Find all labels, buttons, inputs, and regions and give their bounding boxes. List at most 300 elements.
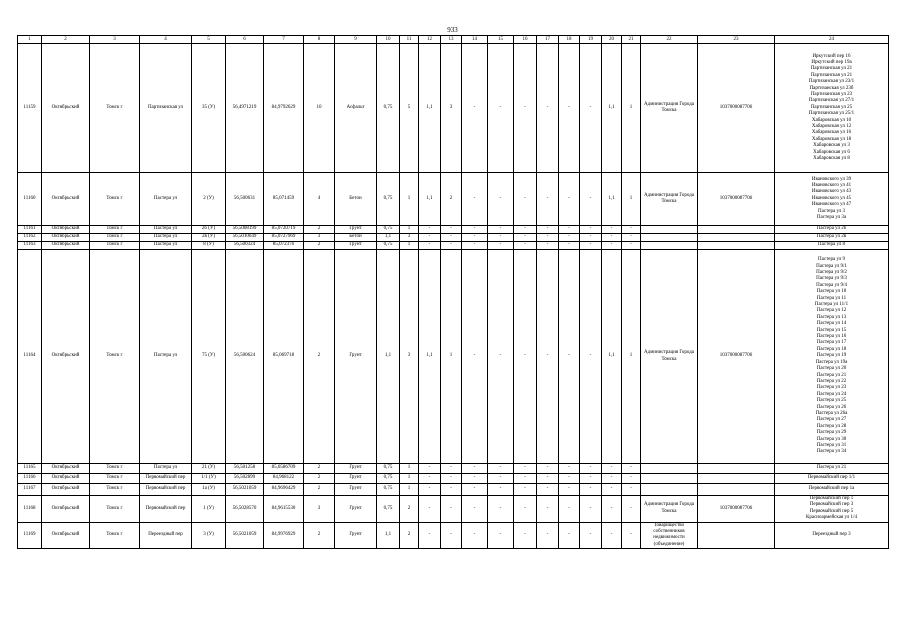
- table-cell: Администрация Города Томска: [641, 44, 698, 173]
- table-cell: Администрация Города Томска: [641, 173, 698, 226]
- table-cell: Томск г: [90, 226, 140, 234]
- table-cell: 1: [441, 250, 462, 464]
- table-cell: -: [580, 522, 602, 549]
- address-line: Пастера ул 9: [818, 257, 845, 263]
- address-line: Пастера ул 18: [816, 346, 847, 352]
- table-row: [18, 226, 889, 234]
- address-line: Партизанская ул 23/1: [808, 79, 855, 85]
- table-cell: -: [622, 234, 641, 242]
- address-line: Пастера ул 8: [818, 242, 845, 248]
- table-cell: 85,072376: [264, 242, 304, 250]
- table-cell: 11166: [18, 474, 42, 484]
- table-cell: Октябрьский: [42, 44, 90, 173]
- table-cell: -: [622, 464, 641, 474]
- table-cell: -: [559, 250, 580, 464]
- table-cell: -: [514, 226, 537, 234]
- table-cell: -: [537, 226, 559, 234]
- address-line: Пастера ул 20: [816, 366, 847, 372]
- table-cell: -: [419, 226, 441, 234]
- table-cell: 0,75: [377, 44, 400, 173]
- table-cell: 3: [304, 496, 335, 523]
- table-cell: 1/1 (У): [192, 474, 226, 484]
- table-cell: -: [441, 234, 462, 242]
- table-cell: [641, 242, 698, 250]
- address-line: Пастера ул 15: [816, 327, 847, 333]
- address-line: Пастера ул 28: [816, 423, 847, 429]
- table-cell: [641, 464, 698, 474]
- table-cell: -: [514, 464, 537, 474]
- table-cell: 2в (У): [192, 234, 226, 242]
- table-cell: -: [462, 474, 488, 484]
- table-cell: -: [441, 464, 462, 474]
- table-cell: -: [488, 242, 514, 250]
- table-cell: 11165: [18, 464, 42, 474]
- table-cell: 0,75: [377, 474, 400, 484]
- table-cell: -: [559, 226, 580, 234]
- table-cell: 1,1: [602, 44, 622, 173]
- table-cell: Октябрьский: [42, 242, 90, 250]
- address-line: Ивановского ул 45: [811, 195, 852, 201]
- table-cell: Грунт: [335, 250, 377, 464]
- table-cell: 1,1: [377, 522, 400, 549]
- table-cell: -: [537, 44, 559, 173]
- table-cell: 56,5021059: [226, 484, 264, 496]
- table-cell: Октябрьский: [42, 522, 90, 549]
- table-cell: 1037000087706: [698, 173, 775, 226]
- address-line: Хабаровская ул 16: [811, 130, 852, 136]
- address-line: Пастера ул 11/1: [814, 302, 849, 308]
- table-cell: Октябрьский: [42, 464, 90, 474]
- table-cell: Томск г: [90, 242, 140, 250]
- table-cell: Переездный пер: [140, 522, 192, 549]
- table-cell: -: [514, 173, 537, 226]
- table-cell: Томск г: [90, 522, 140, 549]
- address-line: Партизанская ул 21: [810, 66, 853, 72]
- table-cell: 56,500324: [226, 242, 264, 250]
- header-cell: 23: [698, 36, 775, 44]
- table-cell: 10: [304, 44, 335, 173]
- table-cell: Томск г: [90, 173, 140, 226]
- header-cell: 5: [192, 36, 226, 44]
- address-line: Ивановского ул 47: [811, 202, 852, 208]
- table-cell: -: [514, 242, 537, 250]
- table-cell: -: [419, 484, 441, 496]
- table-cell: -: [462, 226, 488, 234]
- table-cell: [698, 226, 775, 234]
- header-row: [18, 36, 889, 44]
- address-line: Пастера ул 16: [816, 334, 847, 340]
- table-cell: -: [602, 474, 622, 484]
- table-cell: -: [602, 464, 622, 474]
- address-line: Первомайский пер 1: [809, 496, 854, 501]
- table-cell: 2 (У): [192, 173, 226, 226]
- table-row: [18, 173, 889, 226]
- table-cell: 1037000087706: [698, 496, 775, 523]
- addresses-cell: [775, 234, 889, 242]
- table-row: [18, 484, 889, 496]
- table-cell: 2: [304, 522, 335, 549]
- table-cell: Томск г: [90, 474, 140, 484]
- table-cell: 11161: [18, 226, 42, 234]
- table-cell: 3: [400, 250, 419, 464]
- table-cell: Грунт: [335, 496, 377, 523]
- table-cell: -: [462, 496, 488, 523]
- table-cell: 2: [304, 226, 335, 234]
- table-cell: -: [488, 464, 514, 474]
- table-cell: Октябрьский: [42, 226, 90, 234]
- table-cell: -: [559, 464, 580, 474]
- table-cell: -: [488, 484, 514, 496]
- table-cell: -: [580, 496, 602, 523]
- table-cell: Первомайский пер: [140, 474, 192, 484]
- table-cell: -: [441, 474, 462, 484]
- table-cell: -: [559, 234, 580, 242]
- address-line: Пастера ул 21: [816, 465, 847, 471]
- table-cell: -: [441, 496, 462, 523]
- table-cell: Томск г: [90, 464, 140, 474]
- table-cell: 11169: [18, 522, 42, 549]
- table-cell: [641, 226, 698, 234]
- table-cell: -: [441, 484, 462, 496]
- table-cell: -: [514, 484, 537, 496]
- table-cell: 35 (У): [192, 44, 226, 173]
- address-line: Хабаровская ул 3: [813, 143, 850, 149]
- table-cell: -: [602, 234, 622, 242]
- table-cell: [641, 234, 698, 242]
- table-cell: 84,9615530: [264, 496, 304, 523]
- table-cell: 85,071459: [264, 173, 304, 226]
- table-cell: 0,75: [377, 464, 400, 474]
- address-line: Переездный пер 3: [812, 532, 851, 538]
- header-cell: 3: [90, 36, 140, 44]
- header-cell: 24: [775, 36, 889, 44]
- table-cell: [641, 474, 698, 484]
- table-cell: -: [462, 234, 488, 242]
- address-line: Хабаровская ул 18: [811, 136, 852, 142]
- table-cell: -: [488, 474, 514, 484]
- address-line: Пастера ул 9/3: [816, 276, 847, 282]
- header-cell: 10: [377, 36, 400, 44]
- table-cell: -: [462, 522, 488, 549]
- table-cell: Грунт: [335, 522, 377, 549]
- address-line: Пастера ул 21: [816, 372, 847, 378]
- address-line: Первомайский пер 3: [809, 502, 854, 508]
- address-line: Пастера ул 13: [816, 314, 847, 320]
- table-cell: 56,4971219: [226, 44, 264, 173]
- table-row: [18, 474, 889, 484]
- addresses-cell: [775, 496, 889, 523]
- table-cell: -: [537, 250, 559, 464]
- table-cell: -: [488, 522, 514, 549]
- table-cell: 85,0586709: [264, 464, 304, 474]
- table-cell: Администрация Города Томска: [641, 496, 698, 523]
- table-cell: 56,5008199: [226, 226, 264, 234]
- table-cell: Пастера ул: [140, 242, 192, 250]
- table-cell: -: [488, 234, 514, 242]
- table-cell: -: [514, 44, 537, 173]
- table-cell: 2: [304, 250, 335, 464]
- table-cell: 1: [622, 44, 641, 173]
- table-cell: 1,1: [602, 173, 622, 226]
- table-cell: -: [514, 496, 537, 523]
- table-cell: 84,9792629: [264, 44, 304, 173]
- table-cell: Асфальт: [335, 44, 377, 173]
- table-cell: -: [602, 522, 622, 549]
- address-line: Пастера ул 30: [816, 436, 847, 442]
- table-cell: 1: [400, 474, 419, 484]
- table-cell: Грунт: [335, 226, 377, 234]
- header-cell: 19: [580, 36, 602, 44]
- table-cell: Пастера ул: [140, 234, 192, 242]
- table-cell: 2: [400, 496, 419, 523]
- table-cell: -: [462, 464, 488, 474]
- table-cell: -: [514, 522, 537, 549]
- table-cell: -: [462, 242, 488, 250]
- address-line: Пастера ул 25: [816, 398, 847, 404]
- header-cell: 21: [622, 36, 641, 44]
- table-cell: Октябрьский: [42, 173, 90, 226]
- address-line: Пастера ул 26а: [815, 410, 848, 416]
- table-cell: 8 (У): [192, 242, 226, 250]
- table-cell: -: [419, 496, 441, 523]
- table-cell: -: [580, 234, 602, 242]
- table-cell: -: [622, 496, 641, 523]
- table-cell: Октябрьский: [42, 474, 90, 484]
- table-cell: 1: [400, 484, 419, 496]
- table-cell: 11167: [18, 484, 42, 496]
- table-cell: -: [580, 242, 602, 250]
- table-cell: 2: [304, 464, 335, 474]
- table-cell: -: [622, 522, 641, 549]
- page-number: 933: [447, 26, 458, 34]
- table-cell: -: [462, 44, 488, 173]
- table-cell: -: [559, 484, 580, 496]
- table-cell: 1037000087706: [698, 44, 775, 173]
- table-cell: Пастера ул: [140, 173, 192, 226]
- table-cell: 2: [400, 522, 419, 549]
- address-line: Хабаровская ул 6: [813, 149, 850, 155]
- table-cell: 3: [400, 234, 419, 242]
- table-cell: 11164: [18, 250, 42, 464]
- table-cell: 1: [400, 242, 419, 250]
- header-cell: 2: [42, 36, 90, 44]
- table-cell: Грунт: [335, 464, 377, 474]
- table-cell: Пастера ул: [140, 226, 192, 234]
- table-cell: -: [537, 484, 559, 496]
- table-cell: Бетон: [335, 234, 377, 242]
- table-cell: -: [559, 496, 580, 523]
- table-row: [18, 242, 889, 250]
- header-cell: 12: [419, 36, 441, 44]
- table-cell: -: [580, 226, 602, 234]
- table-cell: Октябрьский: [42, 484, 90, 496]
- table-cell: [698, 242, 775, 250]
- table-cell: -: [580, 250, 602, 464]
- table-cell: [698, 464, 775, 474]
- table-cell: -: [602, 484, 622, 496]
- table-cell: -: [580, 484, 602, 496]
- table-cell: -: [488, 44, 514, 173]
- table-cell: -: [419, 474, 441, 484]
- table-cell: Первомайский пер: [140, 496, 192, 523]
- header-cell: 18: [559, 36, 580, 44]
- table-cell: 1 (У): [192, 496, 226, 523]
- table-cell: 84,9696429: [264, 484, 304, 496]
- address-line: Иркутский пер 16: [812, 53, 851, 59]
- table-cell: [698, 522, 775, 549]
- table-cell: -: [580, 173, 602, 226]
- address-line: Пастера ул 26: [816, 404, 847, 410]
- address-line: Пастера ул 27: [816, 417, 847, 423]
- table-cell: 1а (У): [192, 484, 226, 496]
- table-cell: -: [462, 484, 488, 496]
- table-cell: Октябрьский: [42, 234, 90, 242]
- table-row: [18, 250, 889, 464]
- header-cell: 15: [488, 36, 514, 44]
- header-cell: 1: [18, 36, 42, 44]
- table-cell: 1: [622, 250, 641, 464]
- table-cell: Бетон: [335, 173, 377, 226]
- table-cell: -: [537, 234, 559, 242]
- addresses-cell: [775, 484, 889, 496]
- header-cell: 7: [264, 36, 304, 44]
- address-line: Пастера ул 10: [816, 289, 847, 295]
- table-cell: -: [419, 522, 441, 549]
- table-cell: 1037000087706: [698, 250, 775, 464]
- table-cell: -: [419, 234, 441, 242]
- table-cell: -: [419, 242, 441, 250]
- table-row: [18, 496, 889, 523]
- table-row: [18, 522, 889, 549]
- address-line: Пастера ул 9/4: [816, 282, 847, 288]
- table-cell: -: [622, 484, 641, 496]
- address-line: Хабаровская ул 10: [811, 117, 852, 123]
- table-cell: [698, 234, 775, 242]
- table-cell: -: [559, 242, 580, 250]
- header-cell: 22: [641, 36, 698, 44]
- table-cell: Томск г: [90, 234, 140, 242]
- table-cell: -: [559, 474, 580, 484]
- table-cell: -: [622, 226, 641, 234]
- address-line: Иркутский пер 19а: [811, 59, 852, 65]
- address-line: Пастера ул 3а: [816, 215, 847, 221]
- table-cell: 1,1: [419, 173, 441, 226]
- table-cell: -: [488, 226, 514, 234]
- table-cell: -: [514, 250, 537, 464]
- address-line: Партизанская ул 25/1: [808, 111, 855, 117]
- table-cell: Пастера ул: [140, 464, 192, 474]
- header-cell: 20: [602, 36, 622, 44]
- table-cell: 11163: [18, 242, 42, 250]
- address-line: Хабаровская ул 12: [811, 124, 852, 130]
- header-cell: 16: [514, 36, 537, 44]
- addresses-cell: [775, 44, 889, 173]
- table-cell: 11160: [18, 173, 42, 226]
- address-line: Партизанская ул 23: [810, 91, 853, 97]
- table-cell: -: [559, 44, 580, 173]
- table-cell: 85,069718: [264, 250, 304, 464]
- table-cell: 1,1: [419, 250, 441, 464]
- table-cell: 56,5021059: [226, 522, 264, 549]
- table-cell: -: [580, 464, 602, 474]
- address-line: Пастера ул 14: [816, 321, 847, 327]
- table-cell: -: [462, 173, 488, 226]
- address-line: Пастера ул 2б: [816, 226, 847, 232]
- table-cell: Пастера ул: [140, 250, 192, 464]
- table-cell: Грунт: [335, 484, 377, 496]
- table-cell: -: [622, 474, 641, 484]
- table-cell: -: [602, 496, 622, 523]
- header-cell: 6: [226, 36, 264, 44]
- table-row: [18, 234, 889, 242]
- addresses-cell: [775, 242, 889, 250]
- table-cell: -: [488, 173, 514, 226]
- address-line: Пастера ул 23: [816, 385, 847, 391]
- table-cell: 0,75: [377, 496, 400, 523]
- table-cell: 85,0727969: [264, 234, 304, 242]
- table-cell: Партизанская ул: [140, 44, 192, 173]
- table-cell: 3 (У): [192, 522, 226, 549]
- address-line: Пастера ул 11: [816, 295, 847, 301]
- address-line: Партизанская ул 23б: [809, 85, 854, 91]
- header-cell: 17: [537, 36, 559, 44]
- address-line: Пастера ул 12: [816, 308, 847, 314]
- address-line: Ивановского ул 43: [811, 189, 852, 195]
- address-line: Пастера ул 3: [818, 208, 845, 214]
- registry-table: [17, 35, 889, 549]
- table-cell: [641, 484, 698, 496]
- table-cell: Грунт: [335, 242, 377, 250]
- address-line: Партизанская ул 21: [810, 72, 853, 78]
- table-cell: 56,501258: [226, 464, 264, 474]
- addresses-cell: [775, 474, 889, 484]
- address-line: Пастера ул 34: [816, 449, 847, 455]
- table-cell: 56,500624: [226, 250, 264, 464]
- table-cell: Октябрьский: [42, 250, 90, 464]
- table-cell: 0,75: [377, 484, 400, 496]
- table-cell: [698, 474, 775, 484]
- table-cell: 3: [304, 234, 335, 242]
- table-cell: Томск г: [90, 496, 140, 523]
- address-line: Первомайский пер 5: [809, 508, 854, 514]
- table-cell: [698, 484, 775, 496]
- header-cell: 4: [140, 36, 192, 44]
- table-cell: 56,502899: [226, 474, 264, 484]
- table-cell: 3: [441, 44, 462, 173]
- table-cell: 21 (У): [192, 464, 226, 474]
- table-cell: 1,1: [602, 250, 622, 464]
- table-cell: -: [462, 250, 488, 464]
- table-cell: 4: [304, 173, 335, 226]
- table-cell: -: [419, 464, 441, 474]
- header-cell: 8: [304, 36, 335, 44]
- table-cell: -: [514, 234, 537, 242]
- table-cell: -: [537, 173, 559, 226]
- header-cell: 14: [462, 36, 488, 44]
- addresses-cell: [775, 464, 889, 474]
- address-line: Пастера ул 17: [816, 340, 847, 346]
- table-cell: Грунт: [335, 474, 377, 484]
- header-cell: 9: [335, 36, 377, 44]
- table-cell: 56,5028570: [226, 496, 264, 523]
- table-cell: 2: [304, 474, 335, 484]
- table-cell: -: [602, 226, 622, 234]
- address-line: Пастера ул 22: [816, 378, 847, 384]
- table-cell: Октябрьский: [42, 496, 90, 523]
- table-cell: 84,9976929: [264, 522, 304, 549]
- address-line: Пастера ул 24: [816, 391, 847, 397]
- addresses-cell: [775, 522, 889, 549]
